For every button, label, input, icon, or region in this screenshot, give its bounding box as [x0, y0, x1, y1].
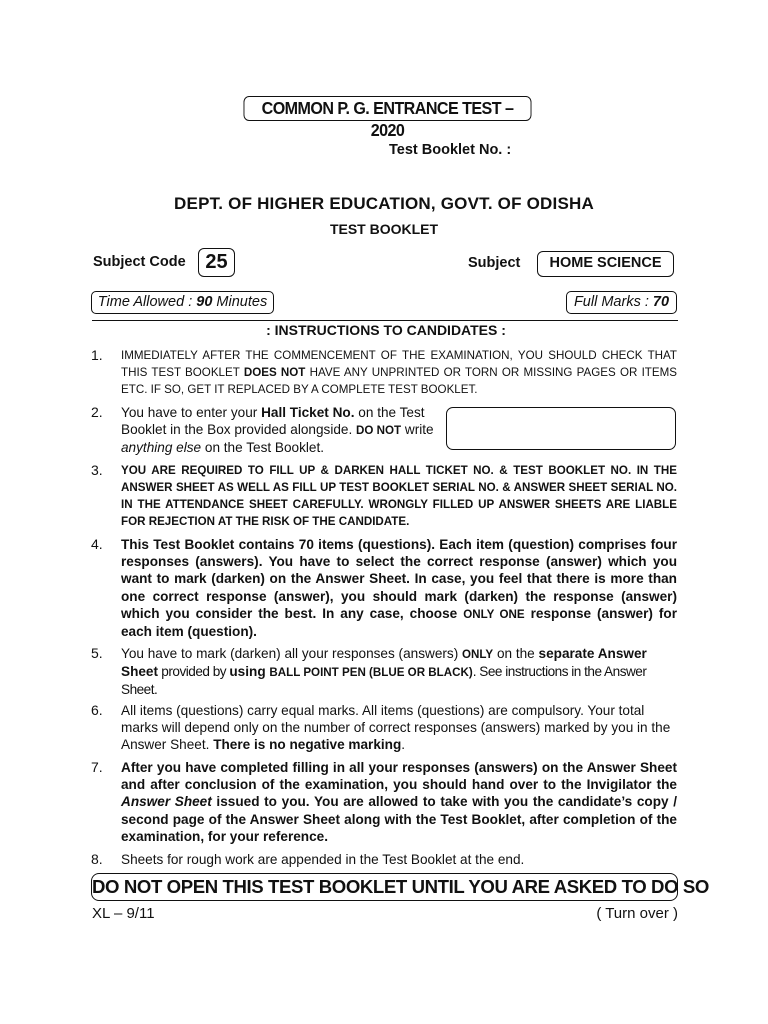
do-not-open-warning: DO NOT OPEN THIS TEST BOOKLET UNTIL YOU ARE ASKED TO DO SO	[91, 873, 678, 901]
item-text-part: .	[401, 737, 406, 753]
instruction-item-5	[91, 645, 677, 699]
item-text-part: You have to mark (darken) all your responses (answers)	[121, 646, 463, 661]
booklet-title: TEST BOOKLET	[329, 221, 439, 237]
item-text	[121, 404, 436, 457]
turn-over-note: ( Turn over )	[596, 905, 678, 922]
divider	[92, 320, 678, 321]
exam-title: COMMON P. G. ENTRANCE TEST – 2020	[244, 96, 532, 121]
item-number: 1.	[91, 347, 103, 363]
item-number: 4.	[91, 536, 103, 552]
instruction-item-3	[91, 462, 677, 530]
booklet-number-label: Test Booklet No. :	[389, 142, 512, 158]
instruction-item-4	[91, 536, 677, 640]
department-heading: DEPT. OF HIGHER EDUCATION, GOVT. OF ODISHA	[174, 194, 594, 213]
item-text-part: This Test Booklet contains 70 items (questions). Each item (question) comprises four responses (answers). You have to select the correct response (answer) which you want to mark (darken) on the Answer Sheet. In case, you feel that there is more than one correct response (answer), you should mark (darken) the response (answer) which you consider the best. In any case, choose	[121, 537, 677, 621]
item-text	[121, 759, 677, 845]
subject-code-box: 25	[198, 248, 235, 277]
item-text-caps: ONLY ONE	[463, 607, 525, 621]
item-text-part: All items (questions) carry equal marks. All items (questions) are compulsory. Your total marks will depend only on the number of correct responses (answers) marked by you in the Answer Sheet.	[121, 703, 671, 753]
item-text-part: on the Test Booklet.	[201, 440, 325, 456]
instruction-item-7	[91, 759, 677, 845]
item-text-part: . See instructions in the Answer Sheet.	[121, 664, 647, 698]
item-text-bold: DOES NOT	[243, 366, 306, 379]
subject-label: Subject	[468, 255, 521, 271]
item-text-part: on the	[493, 646, 539, 661]
item-text	[121, 347, 677, 398]
hall-ticket-input-box[interactable]	[446, 407, 676, 450]
item-text-part: You have to enter your	[121, 405, 262, 420]
item-number: 8.	[91, 851, 103, 867]
item-text	[121, 536, 677, 640]
item-text-italic: Answer Sheet	[121, 794, 212, 810]
item-text	[121, 702, 677, 754]
time-label: Time Allowed :	[97, 294, 193, 310]
item-number: 5.	[91, 645, 103, 661]
item-number: 2.	[91, 404, 103, 420]
item-text-bold: Hall Ticket No.	[261, 405, 355, 420]
subject-code-label: Subject Code	[93, 254, 186, 270]
item-text-italic: anything else	[121, 440, 202, 456]
time-value: 90	[196, 294, 213, 310]
item-text: YOU ARE REQUIRED TO FILL UP & DARKEN HALL TICKET NO. & TEST BOOKLET NO. IN THE ANSWER SHEET AS WELL AS FILL UP TEST BOOKLET SERIAL NO. & ANSWER SHEET SERIAL NO. IN THE ATTENDANCE SHEET CAREFULLY. WRONGLY FILLED UP ANSWER SHEETS ARE LIABLE FOR REJECTION AT THE RISK OF THE CANDIDATE.	[121, 464, 677, 528]
marks-label: Full Marks :	[573, 294, 649, 310]
item-number: 6.	[91, 702, 103, 718]
subject-box: HOME SCIENCE	[537, 251, 674, 277]
item-text-part: After you have completed filling in all your responses (answers) on the Answer Sheet and after conclusion of the examination, you should hand over to the Invigilator the	[121, 760, 677, 793]
booklet-code: XL – 9/11	[92, 905, 155, 922]
item-text-part: provided by	[158, 664, 230, 680]
item-number: 3.	[91, 462, 103, 478]
item-text-part: issued to you. You are allowed to take with you the candidate’s copy / second page of the Answer Sheet along with the Test Booklet, after completion of the examination, for your reference.	[121, 794, 677, 844]
item-text-part: on the Test Booklet in the Box provided alongside.	[121, 405, 425, 438]
item-text: Sheets for rough work are appended in the Test Booklet at the end.	[121, 852, 525, 867]
marks-value: 70	[652, 294, 670, 310]
instruction-item-2	[91, 404, 436, 457]
time-unit: Minutes	[216, 294, 268, 310]
item-text-bold: ONLY	[462, 648, 494, 661]
instructions-heading: : INSTRUCTIONS TO CANDIDATES :	[266, 322, 506, 338]
instruction-item-1	[91, 347, 677, 398]
item-text-bold: BALL POINT PEN (BLUE OR BLACK)	[269, 666, 473, 680]
item-text-bold: using	[229, 664, 266, 680]
item-text-bold: DO NOT	[356, 424, 402, 438]
item-text-part: HAVE ANY UNPRINTED OR TORN OR MISSING PAGES OR ITEMS ETC. IF SO, GET IT REPLACED BY A COMPLETE TEST BOOKLET.	[121, 366, 677, 396]
item-text-part: write	[401, 422, 434, 438]
time-allowed-box	[91, 291, 274, 314]
instruction-item-8	[91, 851, 677, 868]
item-text-part: response (answer) for each item (question).	[121, 605, 678, 640]
instruction-item-6	[91, 702, 677, 754]
item-text-part: IMMEDIATELY AFTER THE COMMENCEMENT OF THE EXAMINATION, YOU SHOULD CHECK THAT THIS TEST BOOKLET	[121, 349, 677, 379]
item-text-bold: separate Answer Sheet	[121, 646, 647, 680]
item-text	[121, 645, 677, 699]
item-text-bold: There is no negative marking	[213, 737, 402, 753]
item-number: 7.	[91, 759, 103, 775]
full-marks-box	[566, 291, 677, 314]
